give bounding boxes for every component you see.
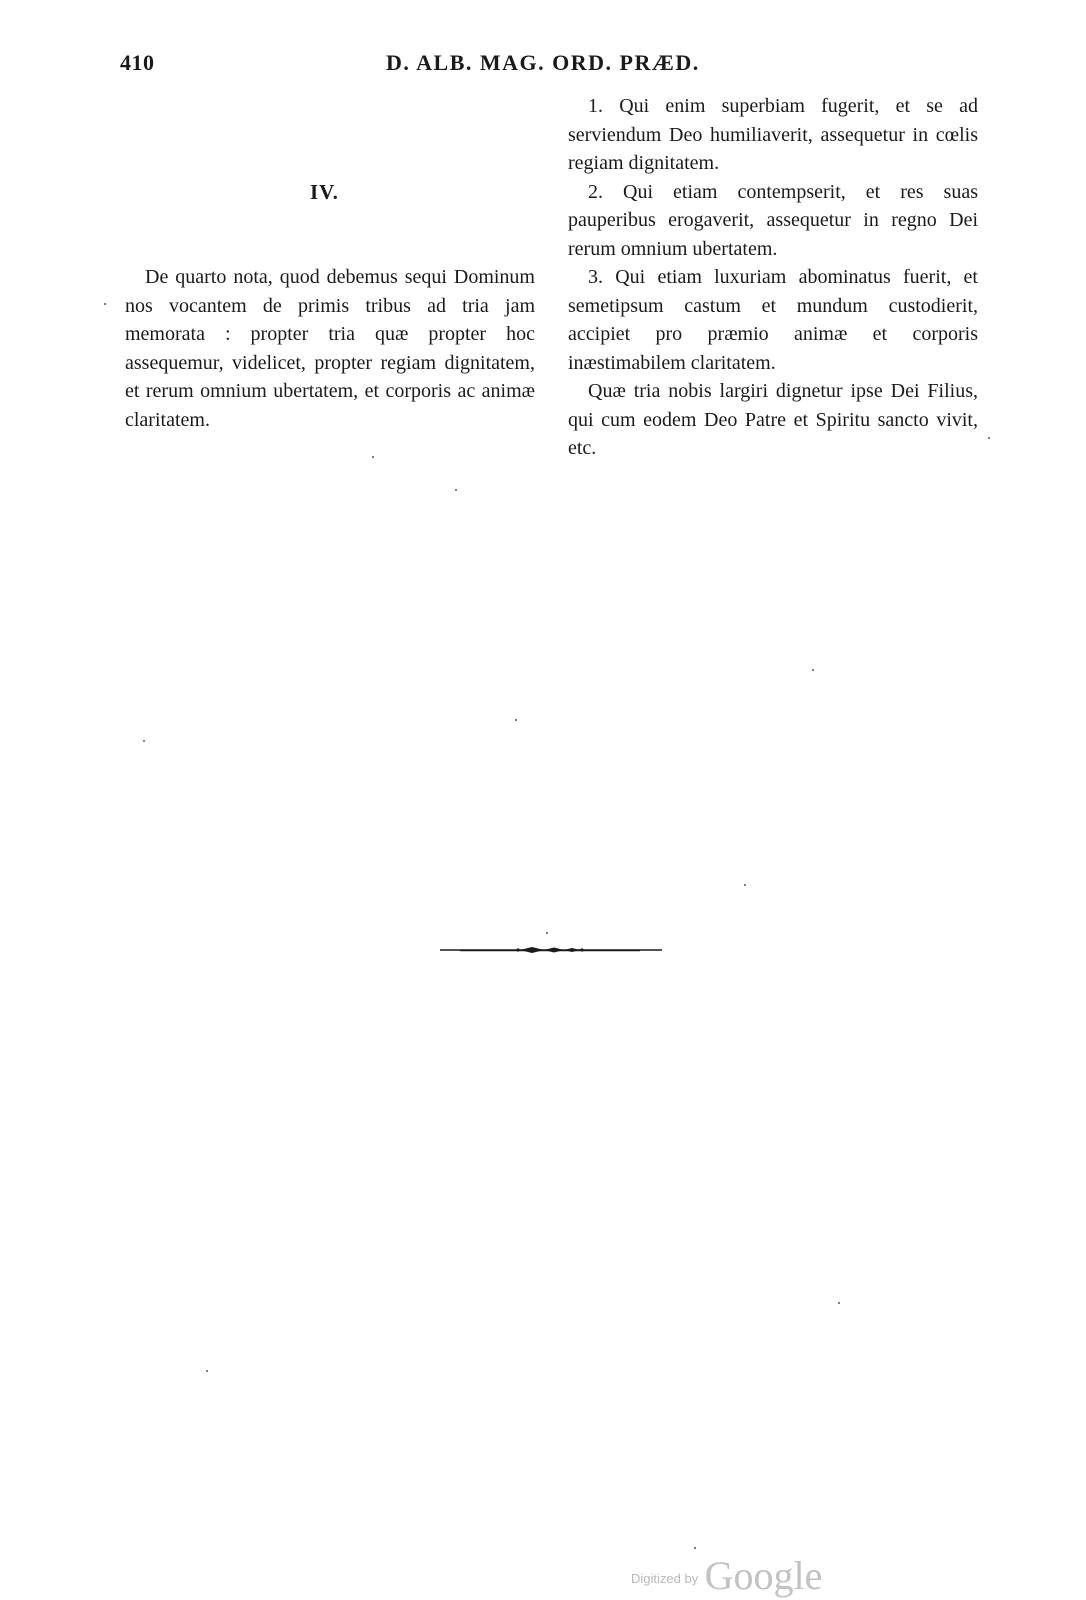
decorative-rule-icon (440, 944, 662, 956)
page-number: 410 (120, 50, 155, 75)
body-paragraph: 1. Qui enim superbiam fugerit, et se ad serviendum Deo humiliaverit, assequetur in cœlis regiam dignitatem. (568, 95, 978, 174)
print-speck (143, 740, 145, 742)
print-speck (838, 1302, 840, 1304)
print-speck (694, 1547, 696, 1549)
print-speck (744, 884, 746, 886)
body-paragraph: 2. Qui etiam contempserit, et res suas pauperibus erogaverit, assequetur in regno Dei rerum omnium ubertatem. (568, 180, 978, 260)
section-heading: IV. (310, 180, 339, 204)
running-head: D. ALB. MAG. ORD. PRÆD. (386, 50, 700, 75)
digitized-watermark (631, 1552, 822, 1599)
google-logo-icon: Google (704, 1553, 823, 1598)
watermark-prefix: Digitized by (631, 1571, 699, 1586)
print-speck (455, 489, 457, 491)
print-speck (546, 932, 548, 934)
print-speck (515, 719, 517, 721)
print-speck (206, 1370, 208, 1372)
left-column (125, 263, 535, 434)
print-speck (812, 669, 814, 671)
print-speck (104, 303, 106, 305)
body-paragraph: De quarto nota, quod debemus sequi Dominum nos vocantem de primis tribus ad tria jam memorata : propter tria quæ propter hoc assequemur, videlicet, propter regiam dignitatem, et rerum omnium ubertatem, et corporis ac animæ claritatem. (125, 266, 535, 431)
right-column (568, 92, 978, 463)
body-paragraph: 3. Qui etiam luxuriam abominatus fuerit, et semetipsum castum et mundum custodierit, accipiet pro præmio animæ et corporis inæstimabilem claritatem. (568, 266, 978, 374)
print-speck (372, 456, 374, 458)
body-paragraph: Quæ tria nobis largiri dignetur ipse Dei Filius, qui cum eodem Deo Patre et Spiritu sancto vivit, etc. (568, 380, 978, 459)
print-speck (988, 437, 990, 439)
